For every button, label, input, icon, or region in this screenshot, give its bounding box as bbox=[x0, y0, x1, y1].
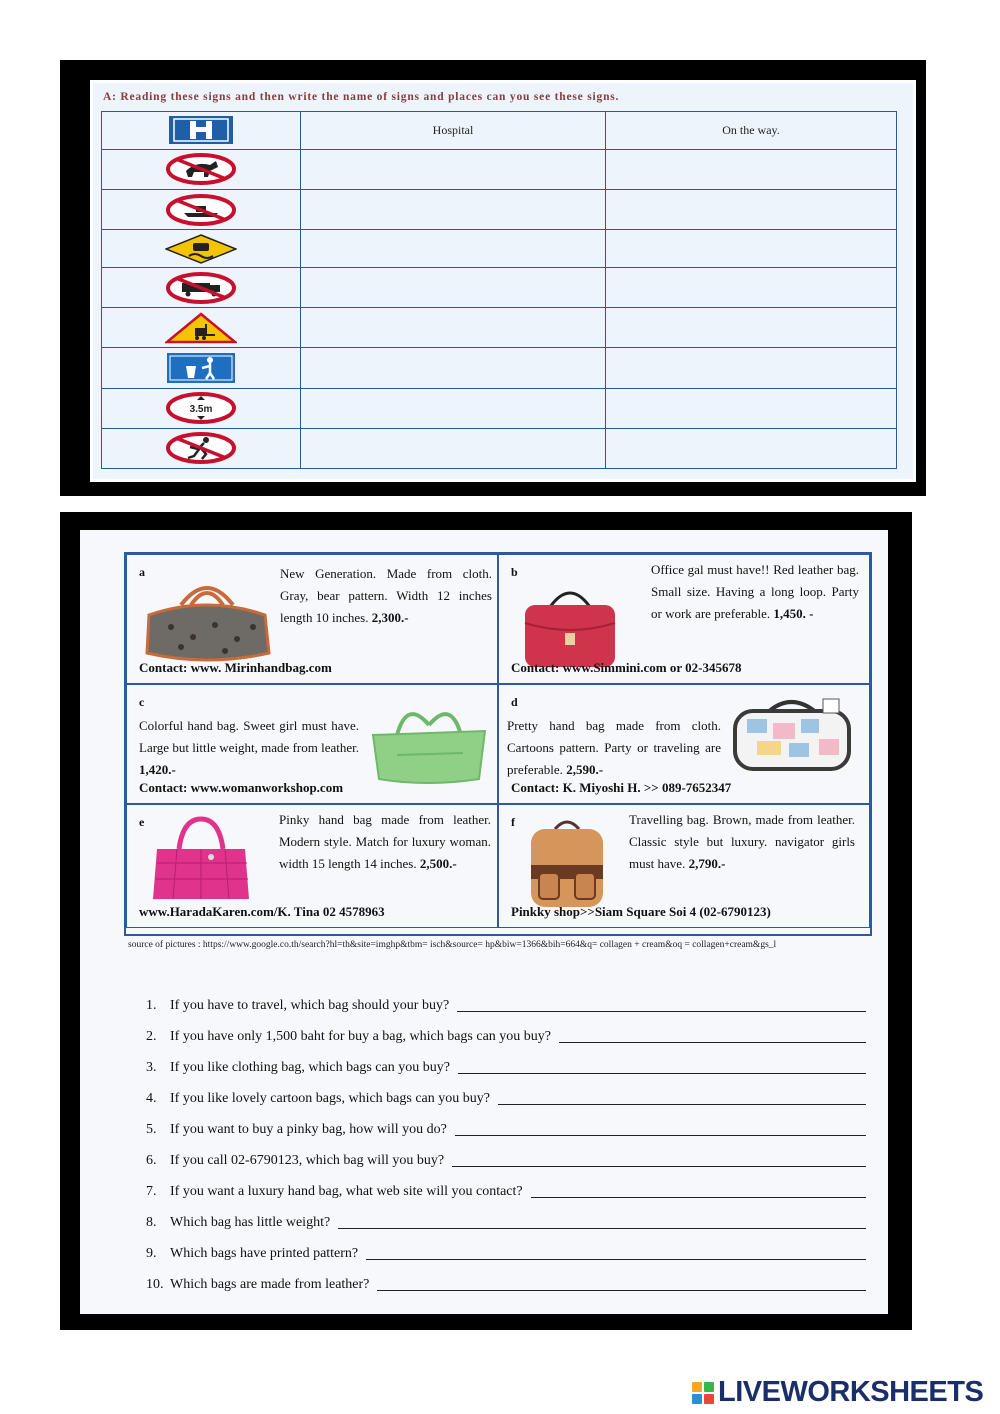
question-text: If you have only 1,500 baht for buy a bag, which bags can you buy? bbox=[170, 1029, 552, 1044]
bags-panel bbox=[60, 512, 912, 1330]
question-item bbox=[146, 998, 866, 1029]
answer-line[interactable] bbox=[559, 1029, 866, 1043]
question-item bbox=[146, 1277, 866, 1308]
no-trucks-sign-icon bbox=[102, 268, 301, 308]
bag-ad-letter: e bbox=[139, 815, 145, 829]
bag-ad-description bbox=[507, 715, 721, 781]
sign-place-answer[interactable] bbox=[606, 149, 897, 189]
sign-name-answer[interactable] bbox=[301, 388, 606, 428]
brand-name: LIVEWORKSHEETS bbox=[718, 1376, 984, 1408]
questions-list bbox=[146, 998, 866, 1308]
signs-table bbox=[101, 111, 897, 469]
sign-name-answer[interactable] bbox=[301, 308, 606, 348]
no-running-sign-icon bbox=[102, 428, 301, 468]
question-item bbox=[146, 1122, 866, 1153]
bag-ad-f bbox=[498, 804, 870, 928]
sign-row bbox=[102, 388, 897, 428]
litter-bin-sign-icon bbox=[102, 348, 301, 388]
signs-panel bbox=[60, 60, 926, 496]
answer-line[interactable] bbox=[457, 998, 866, 1012]
slippery-road-sign-icon bbox=[102, 230, 301, 268]
logo-tile bbox=[704, 1382, 714, 1392]
logo-tile bbox=[692, 1394, 702, 1404]
bag-contact: Contact: K. Miyoshi H. >> 089-7652347 bbox=[511, 780, 732, 795]
hospital-sign-icon bbox=[102, 112, 301, 150]
green-tote-bag-icon bbox=[367, 695, 491, 794]
sign-place-answer[interactable] bbox=[606, 388, 897, 428]
sign-place-answer[interactable]: On the way. bbox=[606, 112, 897, 150]
question-text: Which bags are made from leather? bbox=[170, 1277, 370, 1292]
question-item bbox=[146, 1091, 866, 1122]
bag-ad-b bbox=[498, 554, 870, 684]
bag-ad-description bbox=[279, 809, 491, 875]
question-number: 3. bbox=[146, 1060, 157, 1075]
question-item bbox=[146, 1246, 866, 1277]
no-boats-sign-icon bbox=[102, 190, 301, 230]
bag-price: 2,790.- bbox=[688, 856, 726, 871]
bag-ad-letter: f bbox=[511, 815, 515, 829]
answer-line[interactable] bbox=[458, 1060, 866, 1074]
bag-contact: Pinkky shop>>Siam Square Soi 4 (02-6790123) bbox=[511, 904, 771, 919]
question-number: 9. bbox=[146, 1246, 157, 1261]
sign-row bbox=[102, 348, 897, 388]
bag-price: 2,500.- bbox=[419, 856, 457, 871]
bag-ads-grid bbox=[124, 552, 872, 936]
sign-place-answer[interactable] bbox=[606, 190, 897, 230]
svg-text:3.5m: 3.5m bbox=[189, 404, 213, 416]
logo-tile bbox=[692, 1382, 702, 1392]
bag-description-text: Colorful hand bag. Sweet girl must have. Large but little weight, made from leather. bbox=[139, 718, 359, 755]
answer-line[interactable] bbox=[455, 1122, 866, 1136]
cartoon-pattern-bag-icon bbox=[727, 693, 857, 786]
question-text: Which bags have printed pattern? bbox=[170, 1246, 359, 1261]
sign-name-answer[interactable] bbox=[301, 348, 606, 388]
question-number: 8. bbox=[146, 1215, 157, 1230]
sign-row bbox=[102, 112, 897, 150]
answer-line[interactable] bbox=[452, 1153, 866, 1167]
bag-ad-letter: c bbox=[139, 695, 145, 709]
bag-price: 1,450. - bbox=[773, 606, 814, 621]
question-item bbox=[146, 1060, 866, 1091]
source-of-pictures: source of pictures : https://www.google.co.th/search?hl=th&site=imghp&tbm= isch&source= hp&biw=1366&bih=664&q= collagen + cream&oq = collagen+cream&gs_l bbox=[128, 940, 777, 950]
question-number: 6. bbox=[146, 1153, 157, 1168]
bags-worksheet bbox=[80, 530, 888, 1314]
forklift-warning-sign-icon bbox=[102, 308, 301, 348]
sign-row bbox=[102, 428, 897, 468]
question-text: If you call 02-6790123, which bag will you buy? bbox=[170, 1153, 445, 1168]
height-limit-sign-icon bbox=[102, 388, 301, 428]
bag-price: 2,300.- bbox=[371, 610, 409, 625]
sign-name-answer[interactable] bbox=[301, 190, 606, 230]
signs-worksheet bbox=[90, 80, 916, 482]
question-item bbox=[146, 1029, 866, 1060]
question-number: 5. bbox=[146, 1122, 157, 1137]
answer-line[interactable] bbox=[377, 1277, 866, 1291]
question-number: 4. bbox=[146, 1091, 157, 1106]
sign-name-answer[interactable] bbox=[301, 268, 606, 308]
sign-place-answer[interactable] bbox=[606, 348, 897, 388]
bag-ad-a bbox=[126, 554, 498, 684]
sign-row bbox=[102, 230, 897, 268]
sign-row bbox=[102, 190, 897, 230]
question-text: If you like lovely cartoon bags, which bags can you buy? bbox=[170, 1091, 490, 1106]
sign-name-answer[interactable] bbox=[301, 149, 606, 189]
no-dogs-sign-icon bbox=[102, 149, 301, 189]
sign-place-answer[interactable] bbox=[606, 428, 897, 468]
sign-row bbox=[102, 149, 897, 189]
sign-place-answer[interactable] bbox=[606, 230, 897, 268]
question-number: 2. bbox=[146, 1029, 157, 1044]
bag-ad-letter: b bbox=[511, 565, 518, 579]
bag-description-text: Pretty hand bag made from cloth. Cartoons pattern. Party or traveling are preferable. bbox=[507, 718, 721, 777]
question-text: If you have to travel, which bag should your buy? bbox=[170, 998, 450, 1013]
question-item bbox=[146, 1184, 866, 1215]
bag-ad-d bbox=[498, 684, 870, 804]
bag-price: 1,420.- bbox=[139, 762, 176, 777]
question-item bbox=[146, 1215, 866, 1246]
sign-place-answer[interactable] bbox=[606, 268, 897, 308]
logo-grid-icon bbox=[692, 1382, 714, 1404]
sign-place-answer[interactable] bbox=[606, 308, 897, 348]
sign-row bbox=[102, 308, 897, 348]
bag-ad-description bbox=[651, 559, 859, 625]
question-text: Which bag has little weight? bbox=[170, 1215, 331, 1230]
bag-price: 2,590.- bbox=[566, 762, 604, 777]
liveworksheets-logo[interactable] bbox=[692, 1376, 983, 1409]
logo-tile bbox=[704, 1394, 714, 1404]
sign-name-answer[interactable] bbox=[301, 428, 606, 468]
bag-description-text: Travelling bag. Brown, made from leather. Classic style but luxury. navigator girls must have. bbox=[629, 812, 855, 871]
pink-handbag-icon bbox=[149, 813, 253, 912]
sign-row bbox=[102, 268, 897, 308]
bag-contact: Contact: www.Simmini.com or 02-345678 bbox=[511, 660, 742, 675]
bag-contact: www.HaradaKaren.com/K. Tina 02 4578963 bbox=[139, 904, 385, 919]
answer-line[interactable] bbox=[498, 1091, 866, 1105]
question-text: If you like clothing bag, which bags can you buy? bbox=[170, 1060, 450, 1075]
bag-description-text: New Generation. Made from cloth. Gray, bear pattern. Width 12 inches length 10 inches. bbox=[280, 566, 492, 625]
answer-line[interactable] bbox=[531, 1184, 866, 1198]
bag-contact: Contact: www.womanworkshop.com bbox=[139, 780, 344, 795]
bag-contact: Contact: www. Mirinhandbag.com bbox=[139, 660, 332, 675]
question-text: If you want to buy a pinky bag, how will you do? bbox=[170, 1122, 447, 1137]
answer-line[interactable] bbox=[338, 1215, 866, 1229]
bag-ad-description bbox=[139, 715, 359, 781]
question-number: 10. bbox=[146, 1277, 164, 1292]
bag-ad-letter: d bbox=[511, 695, 518, 709]
bag-description-text: Pinky hand bag made from leather. Modern style. Match for luxury woman. width 15 length 14 inches. bbox=[279, 812, 491, 871]
sign-name-answer[interactable] bbox=[301, 230, 606, 268]
bag-ad-c bbox=[126, 684, 498, 804]
question-text: If you want a luxury hand bag, what web site will you contact? bbox=[170, 1184, 523, 1199]
bag-ad-e bbox=[126, 804, 498, 928]
answer-line[interactable] bbox=[366, 1246, 866, 1260]
sign-name-answer[interactable]: Hospital bbox=[301, 112, 606, 150]
question-number: 7. bbox=[146, 1184, 157, 1199]
bag-ad-description bbox=[280, 563, 492, 629]
bag-ad-description bbox=[629, 809, 855, 875]
bag-ad-letter: a bbox=[139, 565, 145, 579]
signs-instruction: A: Reading these signs and then write the name of signs and places can you see these signs. bbox=[103, 91, 620, 103]
question-item bbox=[146, 1153, 866, 1184]
question-number: 1. bbox=[146, 998, 157, 1013]
bag-description-text: Office gal must have!! Red leather bag. Small size. Having a long loop. Party or work are preferable. bbox=[651, 562, 859, 621]
